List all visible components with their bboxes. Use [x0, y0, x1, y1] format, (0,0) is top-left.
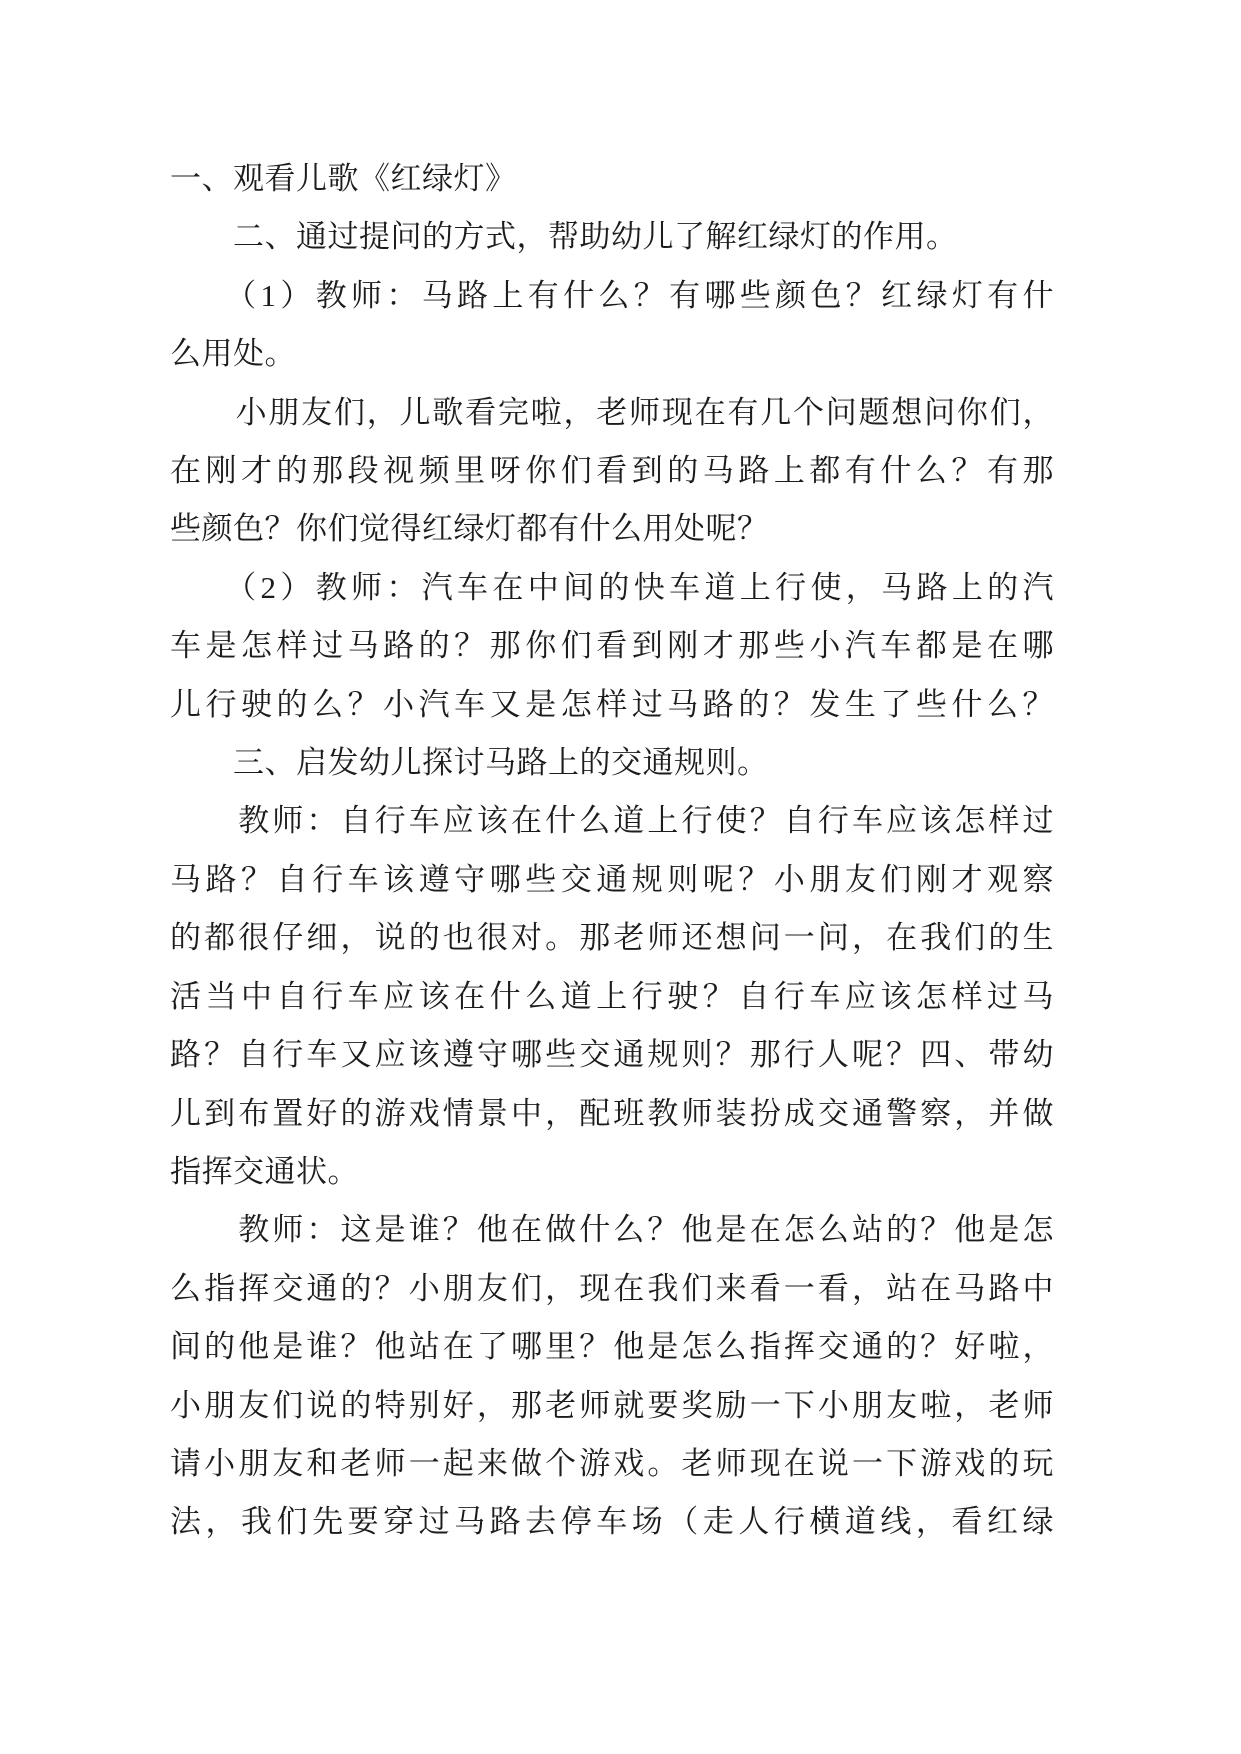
document-body — [170, 150, 1054, 1552]
text-line: 法，我们先要穿过马路去停车场（走人行横道线，看红绿 — [170, 1504, 1054, 1540]
text-line: 路？自行车又应该遵守哪些交通规则？那行人呢？四、带幼 — [170, 1037, 1054, 1073]
text-line: 指挥交通状。 — [170, 1153, 359, 1189]
text-line: 些颜色？你们觉得红绿灯都有什么用处呢？ — [170, 511, 769, 547]
text-line: 马路？自行车该遵守哪些交通规则呢？小朋友们刚才观察 — [170, 861, 1054, 897]
text-line: 活当中自行车应该在什么道上行驶？自行车应该怎样过马 — [170, 978, 1054, 1014]
text-line: 一、观看儿歌《红绿灯》 — [170, 161, 517, 196]
text-line: 车是怎样过马路的？那你们看到刚才那些小汽车都是在哪 — [170, 628, 1054, 664]
text-line: 儿行驶的么？小汽车又是怎样过马路的？发生了些什么？ — [170, 686, 1054, 722]
text-line: 教师：这是谁？他在做什么？他是在怎么站的？他是怎 — [170, 1212, 1054, 1248]
text-line: 三、启发幼儿探讨马路上的交通规则。 — [170, 745, 769, 781]
text-line: 么指挥交通的？小朋友们，现在我们来看一看，站在马路中 — [170, 1270, 1054, 1306]
text-line: 间的他是谁？他站在了哪里？他是怎么指挥交通的？好啦， — [170, 1329, 1054, 1365]
text-line: 在刚才的那段视频里呀你们看到的马路上都有什么？有那 — [170, 453, 1054, 489]
text-line: 小朋友们说的特别好，那老师就要奖励一下小朋友啦，老师 — [170, 1387, 1054, 1423]
text-line: 么用处。 — [170, 336, 296, 372]
text-line: 请小朋友和老师一起来做个游戏。老师现在说一下游戏的玩 — [170, 1445, 1054, 1481]
text-line: （1）教师：马路上有什么？有哪些颜色？红绿灯有什 — [170, 277, 1054, 313]
text-line: 儿到布置好的游戏情景中，配班教师装扮成交通警察，并做 — [170, 1095, 1054, 1131]
text-line: 的都很仔细，说的也很对。那老师还想问一问，在我们的生 — [170, 920, 1054, 956]
text-line: 小朋友们，儿歌看完啦，老师现在有几个问题想问你们， — [170, 394, 1054, 430]
text-line: 教师：自行车应该在什么道上行使？自行车应该怎样过 — [170, 803, 1054, 839]
text-line: 二、通过提问的方式，帮助幼儿了解红绿灯的作用。 — [170, 219, 958, 255]
text-line: （2）教师：汽车在中间的快车道上行使，马路上的汽 — [170, 569, 1054, 605]
